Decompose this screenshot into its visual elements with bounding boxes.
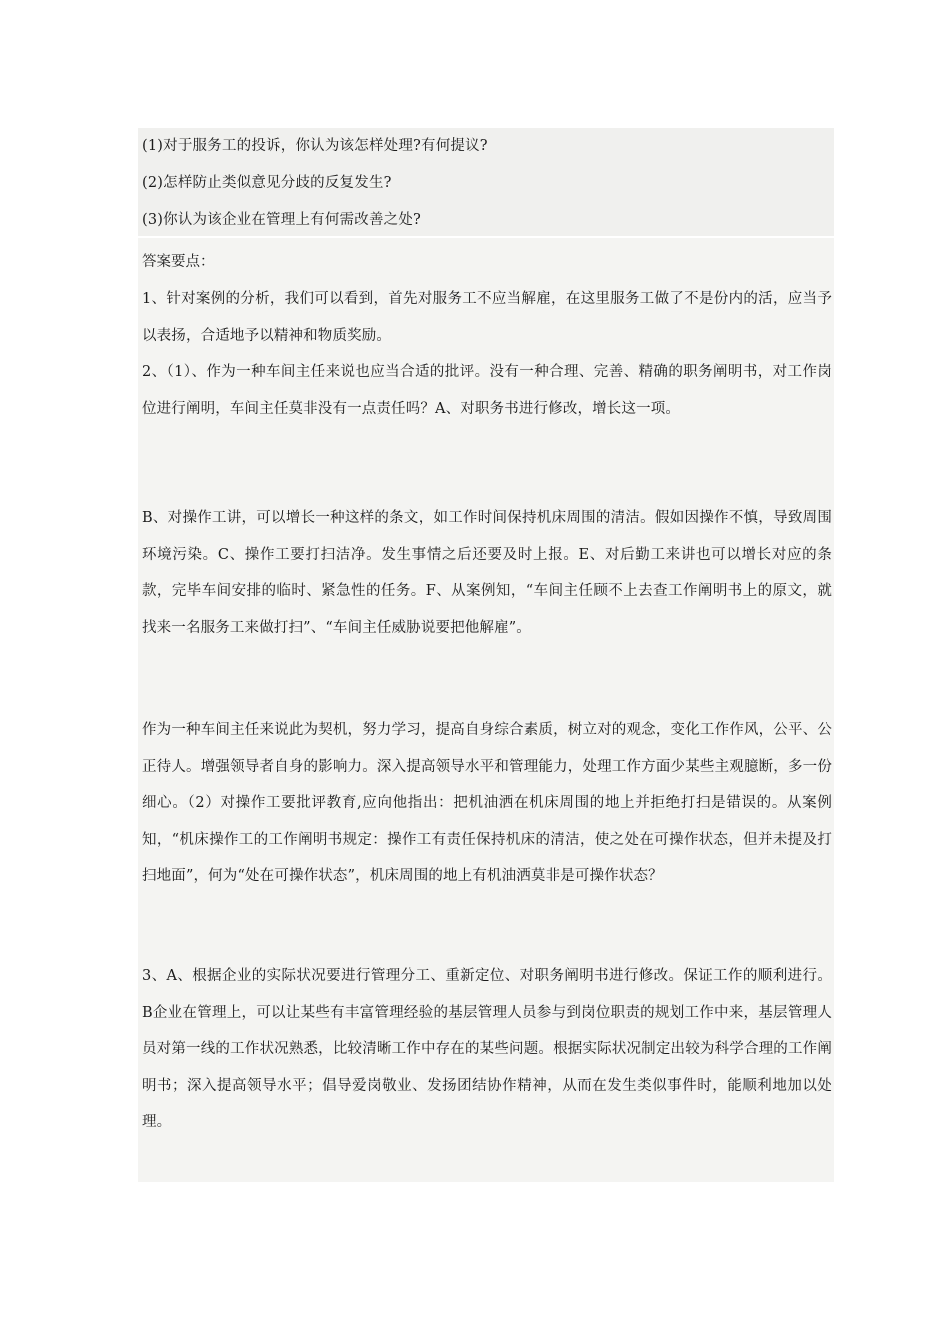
answer-heading: 答案要点： [142,254,215,270]
question-2: (2)怎样防止类似意见分歧的反复发生? [142,175,392,191]
answer-paragraph-1: 1、针对案例的分析，我们可以看到，首先对服务工不应当解雇，在这里服务工做了不是份内的活，应当予以表扬，合适地予以精神和物质奖励。 [142,291,832,344]
answer-paragraph-4: 作为一种车间主任来说此为契机，努力学习，提高自身综合素质，树立对的观念，变化工作作风，公平、公正待人。增强领导者自身的影响力。深入提高领导水平和管理能力，处理工作方面少某些主观臆断，多一份细心。（2）对操作工要批评教育,应向他指出：把机油洒在机床周围的地上并拒绝打扫是错误的。从案例知，“机床操作工的工作阐明书规定：操作工有责任保持机床的清洁，使之处在可操作状态，但并未提及打扫地面”，何为“处在可操作状态”，机床周围的地上有机油洒莫非是可操作状态？ [142,722,832,884]
answer-paragraph-2: 2、（1）、作为一种车间主任来说也应当合适的批评。没有一种合理、完善、精确的职务阐明书，对工作岗位进行阐明，车间主任莫非没有一点责任吗？A、对职务书进行修改，增长这一项。 [142,364,832,417]
question-1: (1)对于服务工的投诉，你认为该怎样处理?有何提议? [142,138,488,154]
question-3: (3)你认为该企业在管理上有何需改善之处? [142,212,422,228]
answer-paragraph-5: 3、A、根据企业的实际状况要进行管理分工、重新定位、对职务阐明书进行修改。保证工作的顺利进行。B企业在管理上，可以让某些有丰富管理经验的基层管理人员参与到岗位职责的规划工作中来，基层管理人员对第一线的工作状况熟悉，比较清晰工作中存在的某些问题。根据实际状况制定出较为科学合理的工作阐明书；深入提高领导水平；倡导爱岗敬业、发扬团结协作精神，从而在发生类似事件时，能顺利地加以处理。 [142,968,832,1130]
answer-paragraph-3: B、对操作工讲，可以增长一种这样的条文，如工作时间保持机床周围的清洁。假如因操作不慎，导致周围环境污染。C、操作工要打扫洁净。发生事情之后还要及时上报。E、对后勤工来讲也可以增长对应的条款，完毕车间安排的临时、紧急性的任务。F、从案例知，“车间主任顾不上去查工作阐明书上的原文，就找来一名服务工来做打扫”、“车间主任威胁说要把他解雇”。 [142,510,832,636]
answer-section [138,238,834,1182]
questions-section [138,128,834,236]
